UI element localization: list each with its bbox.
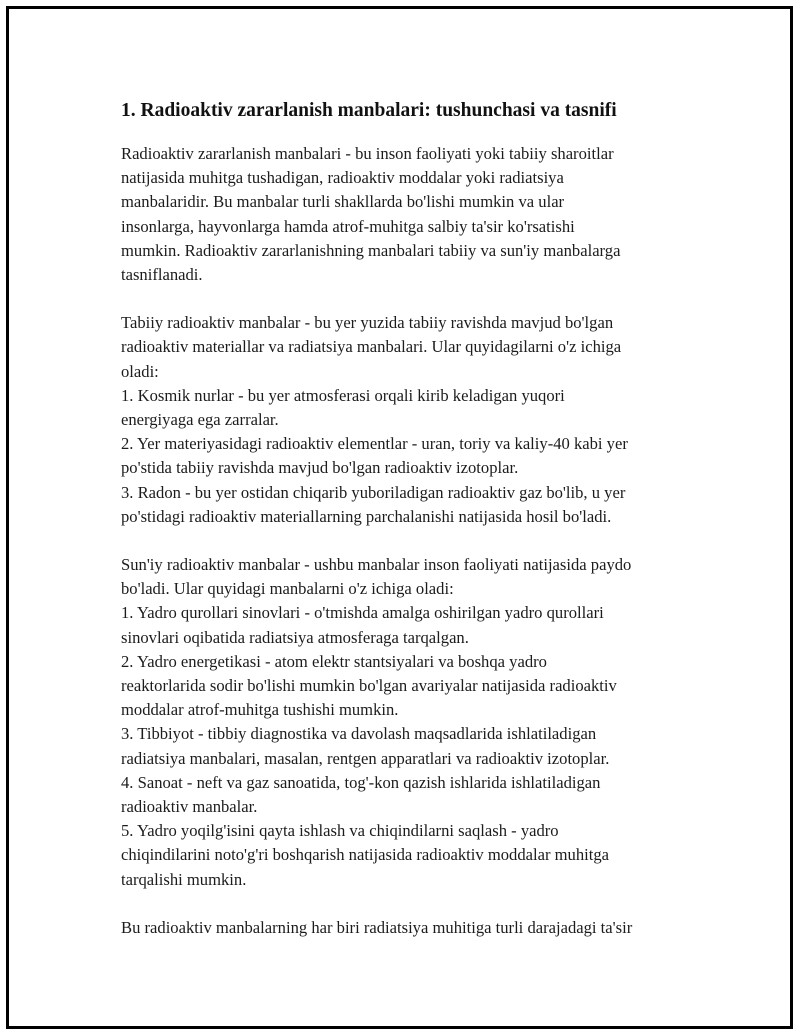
list-item-line: 5. Yadro yoqilg'isini qayta ishlash va chiqindilarni saqlash - yadro	[121, 821, 559, 841]
document-content	[121, 97, 701, 964]
text-line: manbalaridir. Bu manbalar turli shakllarda bo'lishi mumkin va ular	[121, 192, 565, 212]
list-item-line: energiyaga ega zarralar.	[121, 410, 279, 430]
document-heading: 1. Radioaktiv zararlanish manbalari: tushunchasi va tasnifi	[121, 100, 617, 121]
list-item-line: reaktorlarida sodir bo'lishi mumkin bo'lgan avariyalar natijasida radioaktiv	[121, 676, 617, 696]
list-item-line: 4. Sanoat - neft va gaz sanoatida, tog'-kon qazish ishlarida ishlatiladigan	[121, 772, 601, 792]
list-item-line: po'stidagi radioaktiv materiallarning parchalanishi natijasida hosil bo'ladi.	[121, 506, 612, 526]
list-item-line: 1. Yadro qurollari sinovlari - o'tmishda amalga oshirilgan yadro qurollari	[121, 603, 604, 623]
text-line: Sun'iy radioaktiv manbalar - ushbu manbalar inson faoliyati natijasida paydo	[121, 555, 632, 575]
list-item-line: 3. Radon - bu yer ostidan chiqarib yuboriladigan radioaktiv gaz bo'lib, u yer	[121, 482, 626, 502]
list-item-line: 2. Yer materiyasidagi radioaktiv elementlar - uran, toriy va kaliy-40 kabi yer	[121, 434, 628, 454]
list-item-line: 1. Kosmik nurlar - bu yer atmosferasi orqali kirib keladigan yuqori	[121, 385, 565, 405]
paragraph-artificial-sources	[121, 553, 701, 892]
list-item-line: radioaktiv manbalar.	[121, 797, 258, 817]
text-line: bo'ladi. Ular quyidagi manbalarni o'z ichiga oladi:	[121, 579, 454, 599]
list-item-line: po'stida tabiiy ravishda mavjud bo'lgan radioaktiv izotoplar.	[121, 458, 519, 478]
text-line: insonlarga, hayvonlarga hamda atrof-muhitga salbiy ta'sir ko'rsatishi	[121, 216, 575, 236]
list-item-line: sinovlari oqibatida radiatsiya atmosferaga tarqalgan.	[121, 627, 469, 647]
paragraph-intro	[121, 142, 701, 287]
list-item-line: moddalar atrof-muhitga tushishi mumkin.	[121, 700, 399, 720]
text-line: mumkin. Radioaktiv zararlanishning manbalari tabiiy va sun'iy manbalarga	[121, 240, 621, 260]
list-item-line: radiatsiya manbalari, masalan, rentgen apparatlari va radioaktiv izotoplar.	[121, 748, 610, 768]
paragraph-conclusion	[121, 916, 701, 940]
text-line: radioaktiv materiallar va radiatsiya manbalari. Ular quyidagilarni o'z ichiga	[121, 337, 622, 357]
list-item-line: 3. Tibbiyot - tibbiy diagnostika va davolash maqsadlarida ishlatiladigan	[121, 724, 597, 744]
list-item-line: tarqalishi mumkin.	[121, 869, 247, 889]
text-line: Bu radioaktiv manbalarning har biri radiatsiya muhitiga turli darajadagi ta'sir	[121, 917, 633, 937]
text-line: Radioaktiv zararlanish manbalari - bu inson faoliyati yoki tabiiy sharoitlar	[121, 144, 614, 163]
paragraph-natural-sources	[121, 311, 701, 529]
document-page	[6, 6, 793, 1029]
text-line: Tabiiy radioaktiv manbalar - bu yer yuzida tabiiy ravishda mavjud bo'lgan	[121, 313, 614, 333]
list-item-line: 2. Yadro energetikasi - atom elektr stantsiyalari va boshqa yadro	[121, 651, 547, 671]
text-line: tasniflanadi.	[121, 265, 203, 285]
text-line: natijasida muhitga tushadigan, radioaktiv moddalar yoki radiatsiya	[121, 168, 564, 188]
text-line: oladi:	[121, 361, 159, 381]
list-item-line: chiqindilarini noto'g'ri boshqarish natijasida radioaktiv moddalar muhitga	[121, 845, 610, 865]
